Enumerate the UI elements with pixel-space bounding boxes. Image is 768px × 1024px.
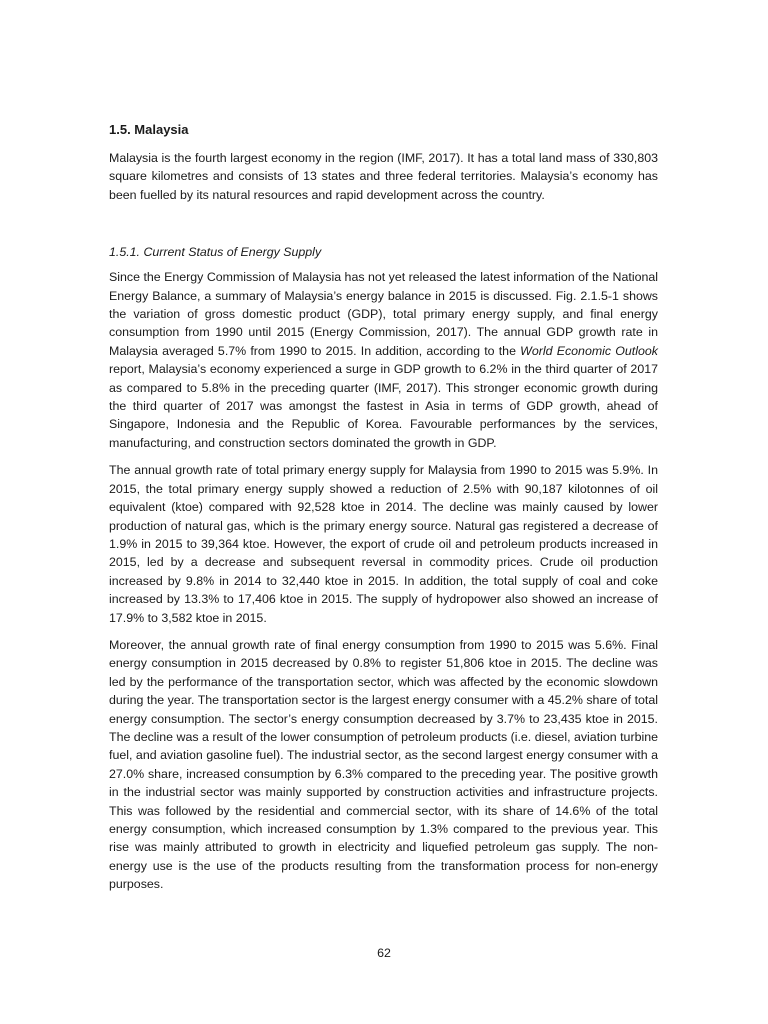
- subsection-heading: 1.5.1. Current Status of Energy Supply: [109, 245, 322, 260]
- paragraph-gdp-text-a: Since the Energy Commission of Malaysia has not yet released the latest information of the National Energy Balance, a summary of Malaysia’s energy balance in 2015 is discussed. Fig. 2.1.5-1 shows the variation of gross domestic product (GDP), total primary energy supply, and final energy consumption from 1990 until 2015 (Energy Commission, 2017). The annual GDP growth rate in Malaysia averaged 5.7% from 1990 to 2015. In addition, according to the: [109, 270, 658, 358]
- paragraph-gdp: [109, 268, 658, 452]
- section-heading: 1.5. Malaysia: [109, 122, 189, 137]
- paragraph-gdp-text-b: report, Malaysia’s economy experienced a surge in GDP growth to 6.2% in the third quarter of 2017 as compared to 5.8% in the preceding quarter (IMF, 2017). This stronger economic growth during the third quarter of 2017 was amongst the fastest in Asia in terms of GDP growth, ahead of Singapore, Indonesia and the Republic of Korea. Favourable performances by the services, manufacturing, and construction sectors dominated the growth in GDP.: [109, 362, 658, 450]
- report-title: World Economic Outlook: [520, 343, 658, 358]
- page-number: 62: [377, 946, 391, 960]
- page-content: [109, 122, 658, 903]
- intro-paragraph: Malaysia is the fourth largest economy in the region (IMF, 2017). It has a total land mass of 330,803 square kilometres and consists of 13 states and three federal territories. Malaysia’s economy has been fuelled by its natural resources and rapid development across the country.: [109, 151, 658, 202]
- paragraph-primary-energy: The annual growth rate of total primary energy supply for Malaysia from 1990 to 2015 was 5.9%. In 2015, the total primary energy supply showed a reduction of 2.5% with 90,187 kilotonnes of oil equivalent (ktoe) compared with 92,528 ktoe in 2014. The decline was mainly caused by lower production of natural gas, which is the primary energy source. Natural gas registered a decrease of 1.9% in 2015 to 39,364 ktoe. However, the export of crude oil and petroleum products increased in 2015, led by a decrease and subsequent reversal in commodity prices. Crude oil production increased by 9.8% in 2014 to 32,440 ktoe in 2015. In addition, the total supply of coal and coke increased by 13.3% to 17,406 ktoe in 2015. The supply of hydropower also showed an increase of 17.9% to 3,582 ktoe in 2015.: [109, 463, 658, 625]
- paragraph-final-energy: Moreover, the annual growth rate of final energy consumption from 1990 to 2015 was 5.6%. Final energy consumption in 2015 decreased by 0.8% to register 51,806 ktoe in 2015. The decline was led by the performance of the transportation sector, which was affected by the economic slowdown during the year. The transportation sector is the largest energy consumer with a 45.2% share of total energy consumption. The sector’s energy consumption decreased by 3.7% to 23,435 ktoe in 2015. The decline was a result of the lower consumption of petroleum products (i.e. diesel, aviation turbine fuel, and aviation gasoline fuel). The industrial sector, as the second largest energy consumer with a 27.0% share, increased consumption by 6.3% compared to the preceding year. The positive growth in the industrial sector was mainly supported by construction activities and infrastructure projects. This was followed by the residential and commercial sector, with its share of 14.6% of the total energy consumption, which increased consumption by 1.3% compared to the previous year. This rise was mainly attributed to growth in electricity and liquefied petroleum gas supply. The non-energy use is the use of the products resulting from the transformation process for non-energy purposes.: [109, 637, 658, 892]
